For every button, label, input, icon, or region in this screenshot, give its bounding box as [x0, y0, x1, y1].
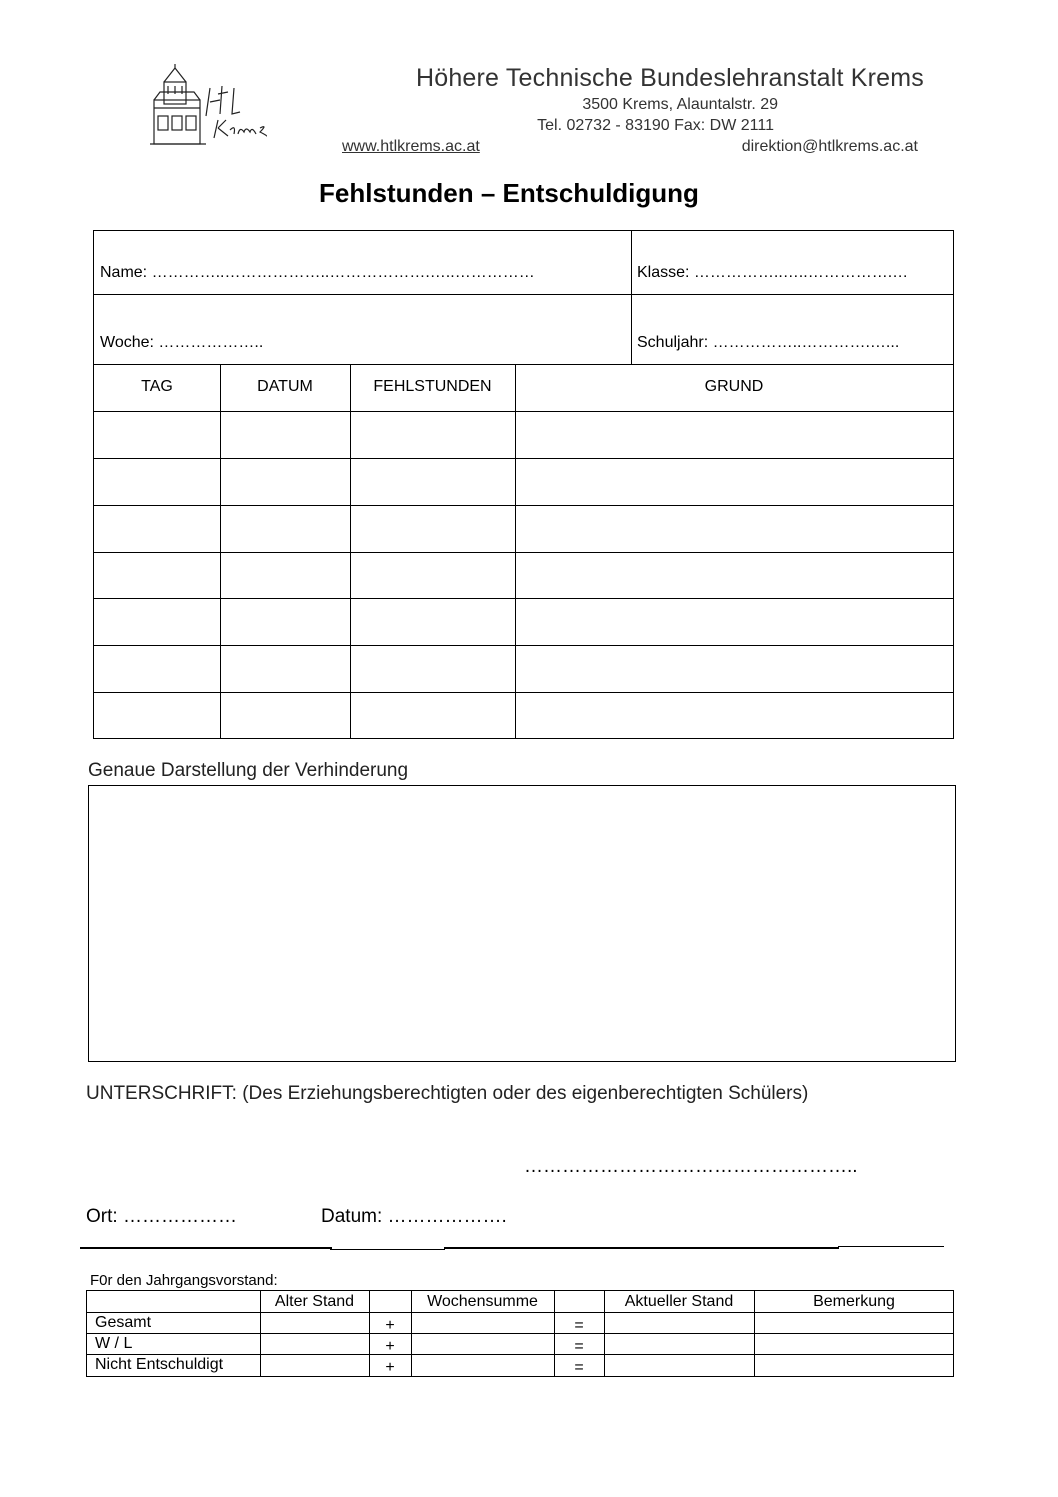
signature-line[interactable]: …………………………………………….. [524, 1156, 858, 1177]
divider [350, 365, 351, 738]
schuljahr-field[interactable]: Schuljahr: ……………..………….…... [637, 334, 900, 351]
school-contact: Tel. 02732 - 83190 Fax: DW 2111 [537, 117, 774, 134]
equals-sign: = [574, 1317, 584, 1334]
plus-sign: + [385, 1338, 395, 1355]
separator-line [80, 1247, 332, 1249]
column-header-datum: DATUM [257, 378, 313, 395]
divider [94, 364, 953, 365]
details-textarea[interactable] [88, 785, 956, 1062]
divider [220, 365, 221, 738]
email-link[interactable]: direktion@htlkrems.ac.at [741, 138, 918, 155]
school-name: Höhere Technische Bundeslehranstalt Krems [415, 64, 924, 92]
divider [87, 1333, 953, 1334]
divider [94, 692, 953, 693]
divider [94, 458, 953, 459]
header-alter-stand: Alter Stand [274, 1293, 355, 1310]
ort-field[interactable]: Ort: ……………… [86, 1206, 237, 1227]
divider [94, 294, 953, 295]
row-label-gesamt: Gesamt [95, 1314, 152, 1331]
equals-sign: = [574, 1359, 584, 1376]
column-header-tag: TAG [141, 378, 173, 395]
divider [94, 645, 953, 646]
divider [631, 231, 632, 365]
datum-field[interactable]: Datum: ………………. [321, 1206, 507, 1227]
school-logo [148, 64, 280, 148]
row-label-nicht-entschuldigt: Nicht Entschuldigt [95, 1356, 224, 1373]
absence-table [93, 230, 954, 739]
row-label-wl: W / L [95, 1335, 133, 1352]
divider [94, 598, 953, 599]
jahrgang-label: F0r den Jahrgangsvorstand: [90, 1272, 278, 1289]
separator-line [444, 1247, 839, 1249]
divider [515, 365, 516, 738]
divider [94, 505, 953, 506]
divider [94, 411, 953, 412]
separator-line [330, 1249, 445, 1250]
details-label: Genaue Darstellung der Verhinderung [88, 760, 409, 781]
column-header-grund: GRUND [704, 378, 764, 395]
equals-sign: = [574, 1338, 584, 1355]
divider [94, 552, 953, 553]
jahrgang-table [86, 1290, 954, 1377]
page-title: Fehlstunden – Entschuldigung [319, 178, 699, 208]
column-header-fehlstunden: FEHLSTUNDEN [373, 378, 492, 395]
school-address: 3500 Krems, Alauntalstr. 29 [582, 96, 778, 113]
header-bemerkung: Bemerkung [813, 1293, 895, 1310]
name-field[interactable]: Name: …………..………………..……………….…..…………… [100, 264, 535, 281]
separator-line [838, 1246, 944, 1247]
header-aktueller-stand: Aktueller Stand [624, 1293, 734, 1310]
header-wochensumme: Wochensumme [427, 1293, 538, 1310]
plus-sign: + [385, 1359, 395, 1376]
signature-label: UNTERSCHRIFT: (Des Erziehungsberechtigten oder des eigenberechtigten Schülers) [86, 1083, 809, 1104]
klasse-field[interactable]: Klasse: ……………..…..…………….… [637, 264, 909, 281]
divider [87, 1312, 953, 1313]
plus-sign: + [385, 1317, 395, 1334]
divider [87, 1354, 953, 1355]
website-link[interactable]: www.htlkrems.ac.at [342, 138, 480, 155]
woche-field[interactable]: Woche: ……………….. [100, 334, 264, 351]
